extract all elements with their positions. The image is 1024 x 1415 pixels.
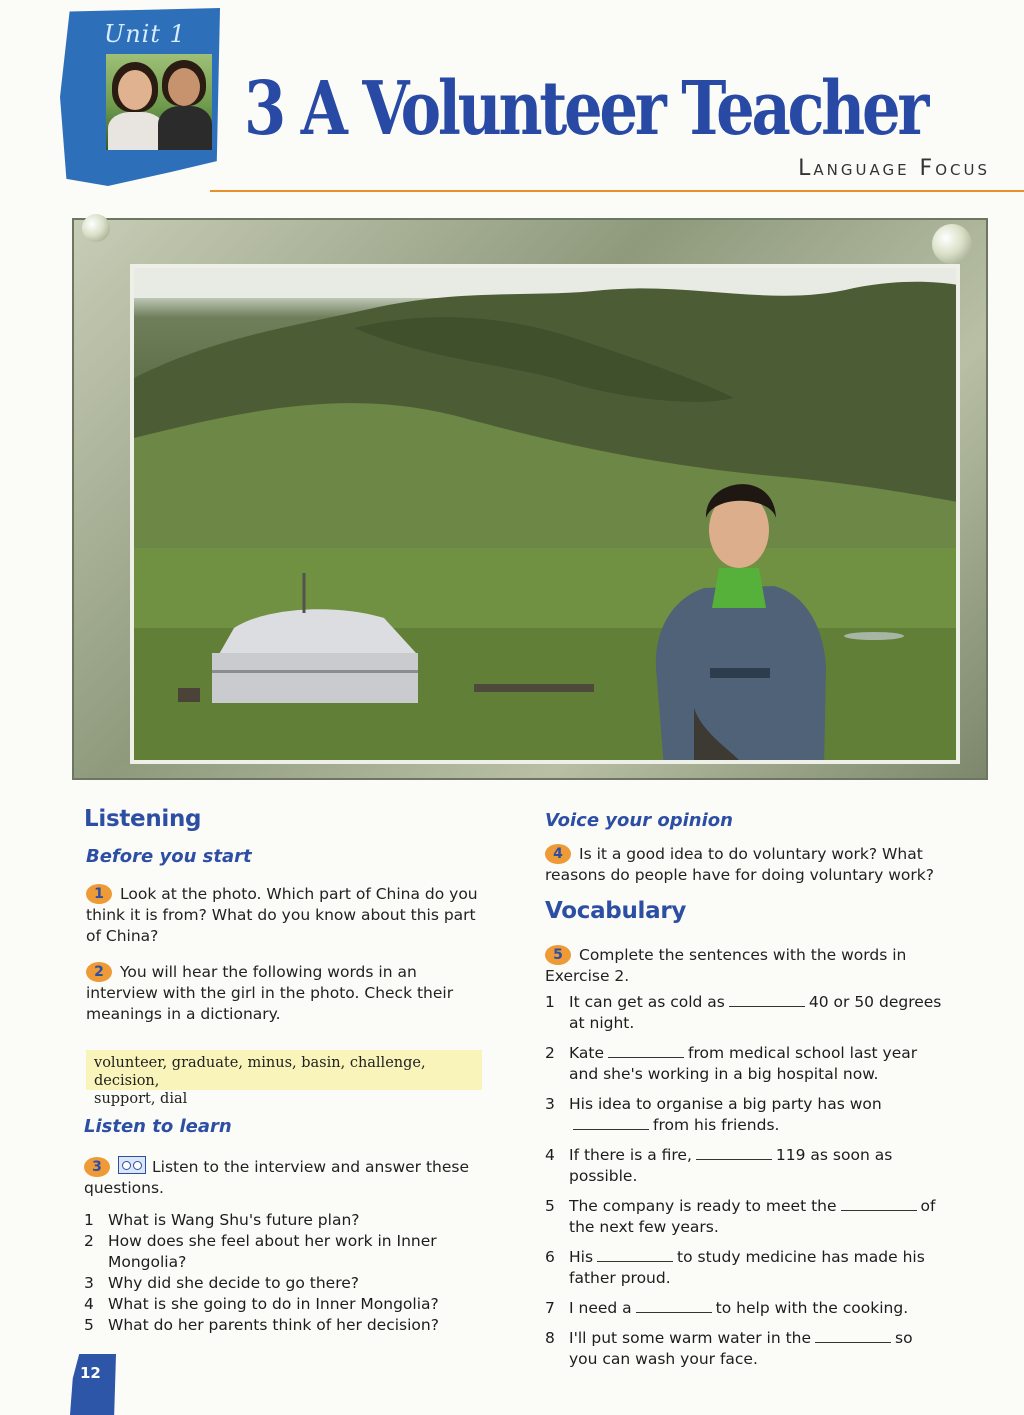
word-box-line-2: support, dial: [94, 1091, 188, 1107]
list-item: 4 What is she going to do in Inner Mongolia?: [84, 1295, 439, 1313]
exercise-4-text: Is it a good idea to do voluntary work? What reasons do people have for doing voluntary work?: [545, 845, 934, 884]
cassette-icon: [118, 1156, 146, 1174]
frame-knob-right: [932, 224, 972, 264]
vocabulary-sentence-list: [545, 992, 945, 1379]
exercise-2-text: You will hear the following words in an interview with the girl in the photo. Check their meanings in a dictionary.: [86, 963, 454, 1023]
answer-blank[interactable]: [608, 1044, 684, 1058]
exercise-1: [86, 884, 486, 947]
page-title: 3 A Volunteer Teacher: [244, 66, 927, 152]
exercise-4: [545, 844, 935, 886]
answer-blank[interactable]: [841, 1197, 917, 1211]
exercise-number-4: 4: [545, 844, 571, 864]
list-item: 3 His idea to organise a big party has wonfrom his friends.: [545, 1095, 882, 1134]
exercise-1-text: Look at the photo. Which part of China do you think it is from? What do you know about this part of China?: [86, 885, 478, 945]
frame-knob-left: [82, 214, 110, 242]
word-box-line-1: volunteer, graduate, minus, basin, challenge, decision,: [94, 1055, 426, 1089]
list-item: 8 I'll put some warm water in the so you can wash your face.: [545, 1329, 913, 1368]
exercise-5: [545, 945, 935, 987]
list-item: 5 The company is ready to meet the of the next few years.: [545, 1197, 936, 1236]
exercise-2: [86, 962, 486, 1025]
list-item: 3 Why did she decide to go there?: [84, 1274, 359, 1292]
list-item: 5 What do her parents think of her decision?: [84, 1316, 439, 1334]
exercise-5-text: Complete the sentences with the words in Exercise 2.: [545, 946, 907, 985]
exercise-number-1: 1: [86, 884, 112, 904]
word-box: [94, 1054, 484, 1108]
question-list: [84, 1210, 474, 1336]
exercise-3: [84, 1156, 484, 1199]
list-item: 1 It can get as cold as 40 or 50 degrees at night.: [545, 993, 942, 1032]
answer-blank[interactable]: [696, 1146, 772, 1160]
list-item: 2 Kate from medical school last year and she's working in a big hospital now.: [545, 1044, 918, 1083]
answer-blank[interactable]: [636, 1299, 712, 1313]
answer-blank[interactable]: [815, 1329, 891, 1343]
voice-your-opinion-heading: Voice your opinion: [545, 810, 733, 831]
grassland-scene: [134, 268, 960, 764]
before-you-start-heading: Before you start: [86, 846, 252, 867]
exercise-number-5: 5: [545, 945, 571, 965]
grassland-photo: [130, 264, 960, 764]
list-item: 1 What is Wang Shu's future plan?: [84, 1211, 360, 1229]
unit-photo: [106, 54, 212, 150]
exercise-3-text: Listen to the interview and answer these questions.: [84, 1158, 470, 1197]
header-divider: [210, 190, 1024, 192]
answer-blank[interactable]: [597, 1248, 673, 1262]
list-item: 7 I need a to help with the cooking.: [545, 1299, 909, 1317]
exercise-number-2: 2: [86, 962, 112, 982]
answer-blank[interactable]: [729, 993, 805, 1007]
listening-heading: Listening: [84, 806, 202, 832]
section-label: Language Focus: [798, 156, 990, 181]
exercise-number-3: 3: [84, 1157, 110, 1177]
page-number: 12: [80, 1364, 101, 1382]
list-item: 2 How does she feel about her work in Inner Mongolia?: [84, 1232, 437, 1271]
answer-blank[interactable]: [573, 1116, 649, 1130]
unit-label: Unit 1: [104, 20, 186, 48]
listen-to-learn-heading: Listen to learn: [84, 1116, 232, 1137]
list-item: 6 His to study medicine has made his father proud.: [545, 1248, 925, 1287]
vocabulary-heading: Vocabulary: [545, 898, 687, 924]
list-item: 4 If there is a fire, 119 as soon as possible.: [545, 1146, 893, 1185]
photo-frame: [72, 218, 988, 780]
